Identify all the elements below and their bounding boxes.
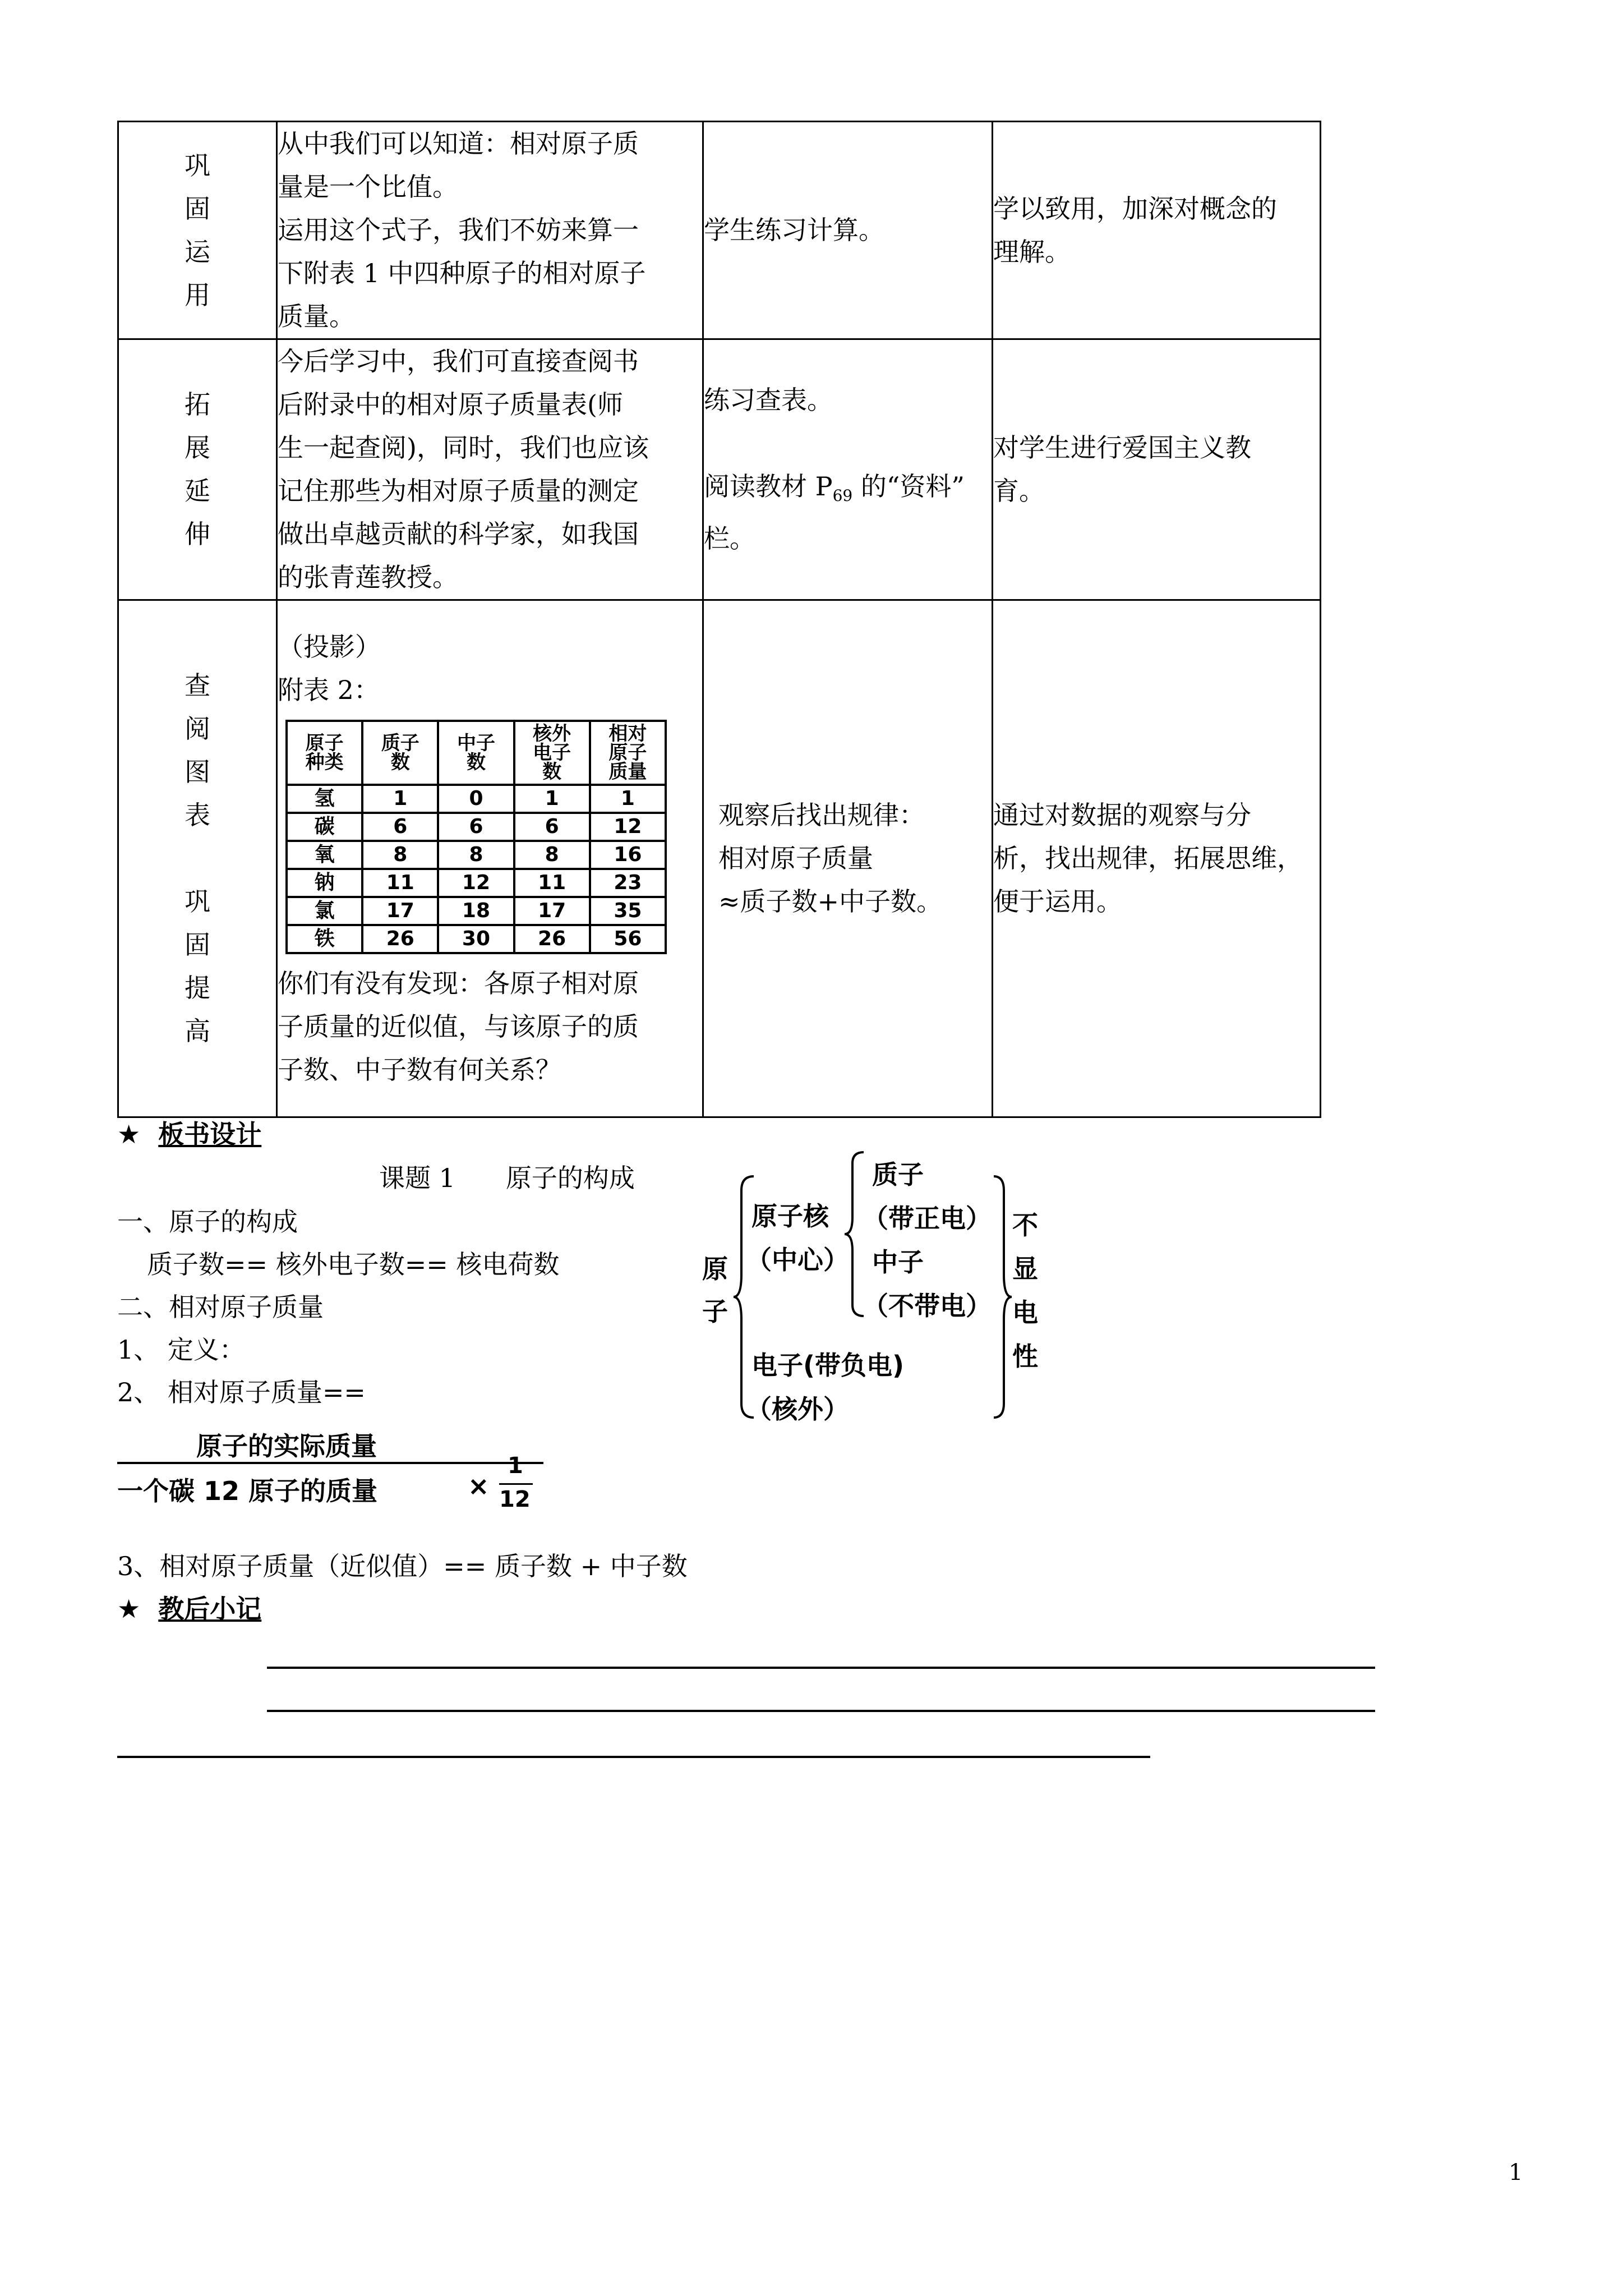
electron-location: （核外）	[746, 1394, 849, 1424]
neutral-label-4: 性	[1012, 1341, 1038, 1372]
small-fraction-denominator: 12	[499, 1487, 531, 1512]
header-cell: 质子 数	[362, 721, 438, 785]
atom-label-2: 子	[702, 1296, 728, 1327]
small-fraction-bar	[499, 1483, 533, 1485]
neutron-label: 中子	[872, 1247, 924, 1277]
stage-cell: 巩 固 运 用	[118, 122, 277, 339]
table-header-row	[287, 721, 666, 785]
small-fraction-numerator: 1	[508, 1453, 523, 1479]
teacher-activity-cell: （投影） 附表 2： 原子 种类 质子 数 中子 数 核外 电子 数 相对 原子 质量 氢 1 0 1 1 碳 6 6 6 12 氧 8 8 8 16 钠 11 12 11 23 氯 17 18 17 35 铁 26 30 26 56 你们有没有发现：各原子相对原 子质量的近似值，与该原子的质 子数、中子数有何关系？	[277, 600, 703, 1117]
atom-data-table	[285, 720, 667, 954]
design-intent-cell: 学以致用，加深对概念的 理解。	[993, 122, 1321, 339]
nucleus-note: （中心）	[746, 1245, 849, 1275]
neutral-label-3: 电	[1012, 1297, 1038, 1328]
header-cell: 相对 原子 质量	[590, 721, 666, 785]
table-row	[118, 600, 1321, 1117]
student-activity-cell: 观察后找出规律： 相对原子质量 ≈质子数+中子数。	[703, 600, 993, 1117]
section-1-title: 一、原子的构成	[117, 1207, 298, 1237]
stage-cell: 查 阅 图 表 巩 固 提 高	[118, 600, 277, 1117]
proton-charge: （带正电）	[863, 1203, 992, 1234]
neutral-label-2: 显	[1012, 1254, 1038, 1284]
approx-formula: 3、相对原子质量（近似值）== 质子数 + 中子数	[117, 1551, 688, 1581]
fraction-numerator: 原子的实际质量	[196, 1431, 377, 1461]
table-row	[118, 339, 1321, 600]
section-1-equation: 质子数== 核外电子数== 核电荷数	[147, 1249, 560, 1280]
formula-label: 2、 相对原子质量==	[117, 1377, 366, 1407]
table-row: 碳 6 6 6 12	[287, 813, 666, 841]
notes-line	[117, 1756, 1150, 1758]
header-cell: 原子 种类	[287, 721, 362, 785]
table-row: 铁 26 30 26 56	[287, 925, 666, 953]
header-cell: 核外 电子 数	[514, 721, 590, 785]
table-row: 氢 1 0 1 1	[287, 785, 666, 813]
lesson-title: 课题 1 原子的构成	[379, 1163, 635, 1193]
nucleus-label: 原子核	[751, 1201, 829, 1231]
teacher-activity-cell: 从中我们可以知道：相对原子质 量是一个比值。 运用这个式子，我们不妨来算一 下附表 1 中四种原子的相对原子 质量。	[277, 122, 703, 339]
header-cell: 中子 数	[438, 721, 514, 785]
electron-label: 电子(带负电)	[751, 1350, 905, 1381]
neutral-brace	[992, 1174, 1014, 1420]
proton-label: 质子	[872, 1159, 924, 1190]
teacher-activity-cell: 今后学习中，我们可直接查阅书 后附录中的相对原子质量表(师 生一起查阅)，同时，我们也应该 记住那些为相对原子质量的测定 做出卓越贡献的科学家，如我国 的张青莲教授。	[277, 339, 703, 600]
atom-label-1: 原	[702, 1254, 728, 1284]
lesson-table	[117, 121, 1321, 1118]
fraction-bar	[117, 1462, 543, 1464]
design-intent-cell: 通过对数据的观察与分 析，找出规律，拓展思维， 便于运用。	[993, 600, 1321, 1117]
star-icon: ★	[117, 1119, 141, 1149]
star-icon: ★	[117, 1594, 141, 1624]
table-row: 氧 8 8 8 16	[287, 841, 666, 869]
definition-label: 1、 定义：	[117, 1335, 245, 1365]
table-row: 钠 11 12 11 23	[287, 869, 666, 897]
notes-line	[267, 1667, 1375, 1669]
design-intent-cell: 对学生进行爱国主义教 育。	[993, 339, 1321, 600]
notes-heading: ★ 教后小记	[117, 1594, 262, 1624]
student-activity-cell: 学生练习计算。	[703, 122, 993, 339]
student-activity-cell: 练习查表。 阅读教材 $P_{69}$ 的“资料” 栏。	[703, 339, 993, 600]
board-design-heading: ★ 板书设计	[117, 1119, 262, 1149]
neutron-charge: （不带电）	[863, 1291, 992, 1321]
section-2-title: 二、相对原子质量	[117, 1292, 324, 1322]
table-row	[118, 122, 1321, 339]
stage-cell: 拓 展 延 伸	[118, 339, 277, 600]
fraction-denominator: 一个碳 12 原子的质量	[117, 1476, 378, 1506]
table-row: 氯 17 18 17 35	[287, 897, 666, 925]
times-sign: ×	[468, 1471, 490, 1501]
notes-line	[267, 1710, 1375, 1712]
page-number: 1	[1509, 2160, 1523, 2185]
neutral-label-1: 不	[1012, 1210, 1038, 1240]
